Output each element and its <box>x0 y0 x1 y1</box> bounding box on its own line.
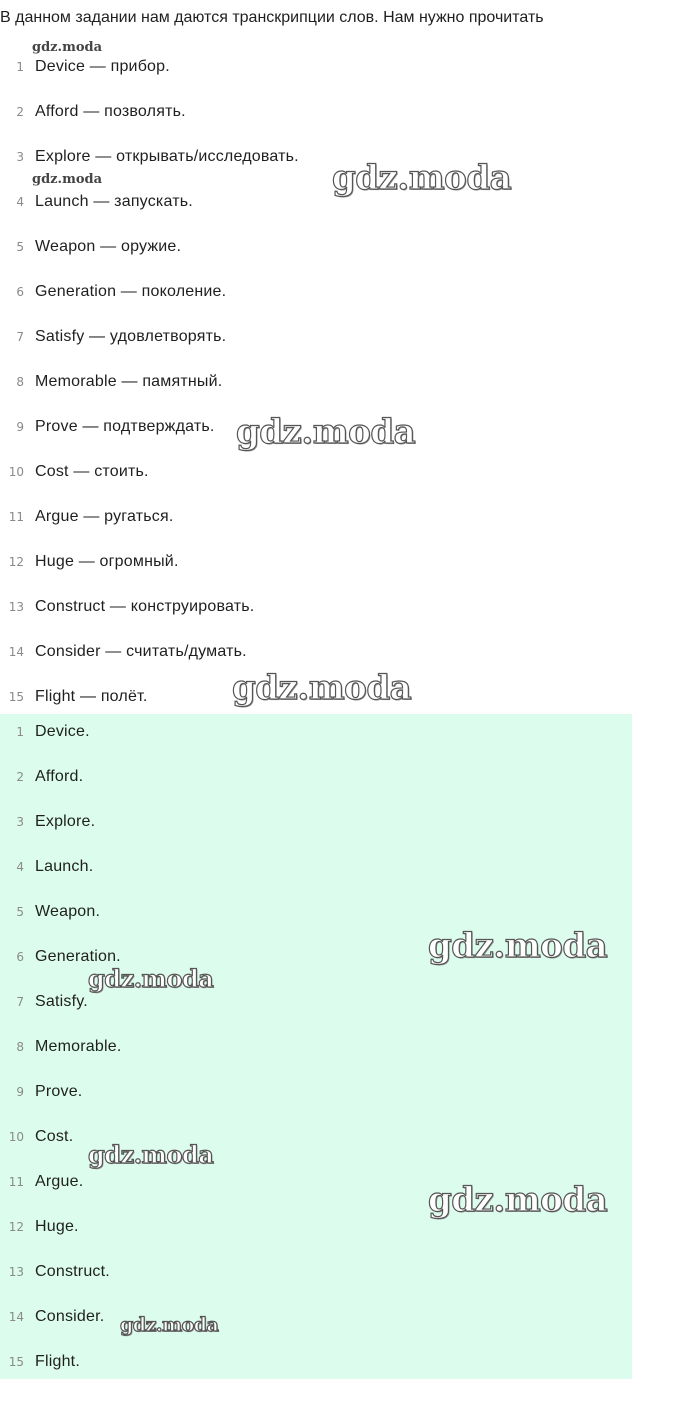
item-text: Satisfy. <box>35 993 88 1010</box>
item-text: Construct — конструировать. <box>35 598 255 615</box>
item-text: Cost. <box>35 1128 74 1145</box>
item-number: 12 <box>8 1220 24 1234</box>
item-number: 10 <box>8 1130 24 1144</box>
watermark: gdz.moda <box>332 158 512 198</box>
item-number: 10 <box>8 465 24 479</box>
list-item <box>0 990 632 1035</box>
item-number: 9 <box>16 420 24 434</box>
item-text: Flight. <box>35 1353 80 1370</box>
item-number: 4 <box>16 860 24 874</box>
list-item <box>0 235 632 280</box>
list-item <box>0 1125 632 1170</box>
list-item <box>0 190 632 235</box>
item-number: 7 <box>16 995 24 1009</box>
item-text: Explore. <box>35 813 96 830</box>
item-text: Satisfy — удовлетворять. <box>35 328 227 345</box>
item-number: 8 <box>16 375 24 389</box>
list-item <box>0 1215 632 1260</box>
list-item <box>0 640 632 685</box>
list-item <box>0 1260 632 1305</box>
item-number: 6 <box>16 285 24 299</box>
item-number: 9 <box>16 1085 24 1099</box>
item-text: Explore — открывать/исследовать. <box>35 148 299 165</box>
list-item <box>0 370 632 415</box>
item-text: Afford — позволять. <box>35 103 186 120</box>
list-item <box>0 1080 632 1125</box>
list-item <box>0 460 632 505</box>
list-item <box>0 280 632 325</box>
item-text: Argue — ругаться. <box>35 508 174 525</box>
item-number: 7 <box>16 330 24 344</box>
item-text: Generation. <box>35 948 121 965</box>
list-item <box>0 595 632 640</box>
list-item <box>0 1350 632 1395</box>
list-item <box>0 1170 632 1215</box>
list-item <box>0 855 632 900</box>
item-text: Argue. <box>35 1173 84 1190</box>
list-item <box>0 415 632 460</box>
item-number: 11 <box>8 1175 24 1189</box>
list-item <box>0 900 632 945</box>
item-number: 12 <box>8 555 24 569</box>
item-text: Flight — полёт. <box>35 688 148 705</box>
item-text: Weapon — оружие. <box>35 238 182 255</box>
item-number: 5 <box>16 240 24 254</box>
list-item <box>0 810 632 855</box>
list-item <box>0 100 632 145</box>
item-text: Generation — поколение. <box>35 283 227 300</box>
watermark: gdz.moda <box>32 40 103 55</box>
list-item <box>0 765 632 810</box>
item-number: 14 <box>8 1310 24 1324</box>
item-number: 3 <box>16 815 24 829</box>
item-number: 2 <box>16 770 24 784</box>
item-number: 4 <box>16 195 24 209</box>
item-number: 3 <box>16 150 24 164</box>
item-text: Huge. <box>35 1218 79 1235</box>
item-number: 1 <box>16 60 24 74</box>
watermark: gdz.moda <box>428 926 608 966</box>
intro-text: В данном задании нам даются транскрипции слов. Нам нужно прочитать <box>0 9 544 26</box>
item-text: Device — прибор. <box>35 58 170 75</box>
watermark: gdz.moda <box>32 172 103 187</box>
watermark: gdz.moda <box>232 668 412 708</box>
item-number: 15 <box>8 1355 24 1369</box>
item-text: Launch — запускать. <box>35 193 193 210</box>
list-item <box>0 325 632 370</box>
list-item <box>0 550 632 595</box>
watermark: gdz.moda <box>120 1314 219 1336</box>
item-text: Construct. <box>35 1263 110 1280</box>
list-item <box>0 145 632 190</box>
list-item <box>0 1305 632 1350</box>
item-number: 14 <box>8 645 24 659</box>
item-number: 13 <box>8 600 24 614</box>
translation-list <box>0 55 632 730</box>
item-text: Consider — считать/думать. <box>35 643 247 660</box>
item-number: 2 <box>16 105 24 119</box>
item-number: 1 <box>16 725 24 739</box>
item-text: Huge — огромный. <box>35 553 179 570</box>
item-text: Afford. <box>35 768 84 785</box>
list-item <box>0 720 632 765</box>
word-list-highlighted <box>0 714 632 1379</box>
item-text: Cost — стоить. <box>35 463 149 480</box>
watermark: gdz.moda <box>428 1180 608 1220</box>
watermark: gdz.moda <box>236 412 416 452</box>
item-number: 8 <box>16 1040 24 1054</box>
item-text: Prove. <box>35 1083 83 1100</box>
watermark: gdz.moda <box>88 1140 214 1169</box>
item-number: 11 <box>8 510 24 524</box>
list-item <box>0 55 632 100</box>
list-item <box>0 945 632 990</box>
item-text: Device. <box>35 723 90 740</box>
list-item <box>0 505 632 550</box>
item-text: Consider. <box>35 1308 105 1325</box>
item-text: Launch. <box>35 858 94 875</box>
item-text: Prove — подтверждать. <box>35 418 215 435</box>
item-number: 15 <box>8 690 24 704</box>
item-number: 13 <box>8 1265 24 1279</box>
item-text: Weapon. <box>35 903 101 920</box>
item-number: 6 <box>16 950 24 964</box>
watermark: gdz.moda <box>88 964 214 993</box>
item-text: Memorable. <box>35 1038 122 1055</box>
item-number: 5 <box>16 905 24 919</box>
list-item <box>0 1035 632 1080</box>
item-text: Memorable — памятный. <box>35 373 223 390</box>
